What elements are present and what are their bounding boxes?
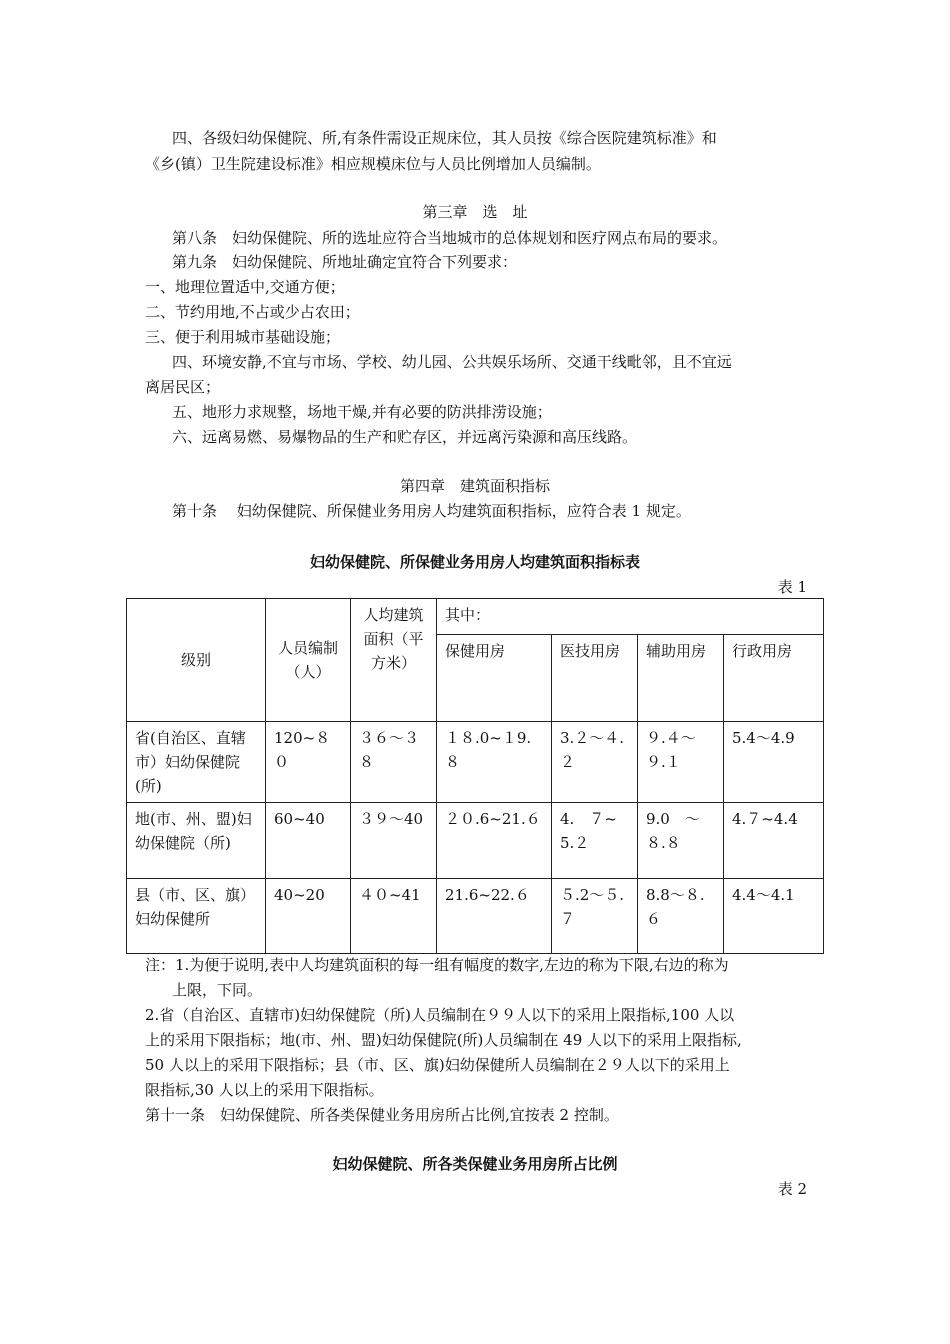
header-level: 级别 bbox=[127, 599, 266, 722]
table1-title: 妇幼保健院、所保健业务用房人均建筑面积指标表 bbox=[309, 553, 640, 571]
cell-level: 县（市、区、旗） 妇幼保健所 bbox=[127, 879, 266, 954]
paragraph-4-line2: 《乡(镇）卫生院建设标准》相应规模床位与人员比例增加人员编制。 bbox=[145, 155, 601, 173]
note-2-line3: 50 人以上的采用下限指标；县（市、区、旗)妇幼保健所人员编制在２９人以下的采用上 bbox=[145, 1056, 730, 1074]
header-staff: 人员编制（人） bbox=[266, 599, 351, 722]
requirement-4-line1: 四、环境安静,不宜与市场、学校、幼儿园、公共娱乐场所、交通干线毗邻，且不宜远 bbox=[172, 353, 732, 371]
cell-aux: 9.0 ～８.８ bbox=[638, 803, 724, 879]
header-aux: 辅助用房 bbox=[638, 635, 724, 722]
cell-area: ４０~41 bbox=[351, 879, 437, 954]
cell-staff: 60~40 bbox=[266, 803, 351, 879]
article-8: 第八条 妇幼保健院、所的选址应符合当地城市的总体规划和医疗网点布局的要求。 bbox=[172, 229, 728, 247]
cell-staff: 40~20 bbox=[266, 879, 351, 954]
requirement-2: 二、节约用地,不占或少占农田； bbox=[145, 303, 360, 321]
table2-title: 妇幼保健院、所各类保健业务用房所占比例 bbox=[332, 1155, 618, 1173]
cell-aux: ９.４～９.１ bbox=[638, 722, 724, 803]
paragraph-4-line1: 四、各级妇幼保健院、所,有条件需设正规床位，其人员按《综合医院建筑标准》和 bbox=[172, 129, 717, 147]
cell-admin: 5.4～4.9 bbox=[724, 722, 824, 803]
table-row bbox=[127, 879, 824, 954]
cell-health: 21.6~22.６ bbox=[437, 879, 552, 954]
cell-health: ２０.6~21.６ bbox=[437, 803, 552, 879]
header-health: 保健用房 bbox=[437, 635, 552, 722]
note-1-line2: 上限，下同。 bbox=[172, 981, 263, 999]
note-2-line1: 2.省（自治区、直辖市)妇幼保健院（所)人员编制在９９人以下的采用上限指标,100 人以 bbox=[145, 1006, 735, 1024]
table2-label: 表 2 bbox=[777, 1180, 807, 1198]
table-row bbox=[127, 722, 824, 803]
cell-medtech: 4. ７~5.２ bbox=[552, 803, 638, 879]
cell-level: 地(市、州、盟)妇幼保健院（所) bbox=[127, 803, 266, 879]
requirement-6: 六、远离易燃、易爆物品的生产和贮存区，并远离污染源和高压线路。 bbox=[172, 428, 638, 446]
table1 bbox=[126, 598, 824, 954]
table1-label: 表 1 bbox=[777, 578, 807, 596]
note-2-line4: 限指标,30 人以上的采用下限指标。 bbox=[145, 1081, 384, 1099]
cell-area: ３６～３８ bbox=[351, 722, 437, 803]
requirement-1: 一、地理位置适中,交通方便； bbox=[145, 278, 345, 296]
requirement-5: 五、地形力求规整，场地干燥,并有必要的防洪排涝设施； bbox=[172, 403, 552, 421]
header-area: 人均建筑面积（平方米） bbox=[351, 599, 437, 722]
cell-admin: 4.4～4.1 bbox=[724, 879, 824, 954]
chapter-4-heading: 第四章 建筑面积指标 bbox=[399, 477, 550, 495]
cell-health: １８.0~１9.８ bbox=[437, 722, 552, 803]
article-11: 第十一条 妇幼保健院、所各类保健业务用房所占比例,宜按表 2 控制。 bbox=[145, 1106, 619, 1124]
header-medtech: 医技用房 bbox=[552, 635, 638, 722]
cell-staff: 120~８０ bbox=[266, 722, 351, 803]
cell-medtech: 3.２～４.２ bbox=[552, 722, 638, 803]
table-row bbox=[127, 803, 824, 879]
cell-area: ３９～40 bbox=[351, 803, 437, 879]
cell-level: 省(自治区、直辖市）妇幼保健院(所) bbox=[127, 722, 266, 803]
note-1-line1: 注：1.为便于说明,表中人均建筑面积的每一组有幅度的数字,左边的称为下限,右边的称为 bbox=[145, 956, 729, 974]
header-admin: 行政用房 bbox=[724, 635, 824, 722]
requirement-3: 三、便于利用城市基础设施； bbox=[145, 328, 341, 346]
cell-admin: 4.７~4.4 bbox=[724, 803, 824, 879]
note-2-line2: 上的采用下限指标；地(市、州、盟)妇幼保健院(所)人员编制在 49 人以下的采用上限指标, bbox=[145, 1031, 742, 1049]
chapter-3-heading: 第三章 选 址 bbox=[422, 203, 528, 221]
article-9: 第九条 妇幼保健院、所地址确定宜符合下列要求： bbox=[172, 253, 518, 271]
cell-aux: 8.8～８.６ bbox=[638, 879, 724, 954]
cell-medtech: ５.2～５.７ bbox=[552, 879, 638, 954]
header-of-which: 其中： bbox=[437, 599, 824, 635]
article-10: 第十条 妇幼保健院、所保健业务用房人均建筑面积指标，应符合表 1 规定。 bbox=[172, 502, 691, 520]
requirement-4-line2: 离居民区； bbox=[145, 378, 221, 396]
